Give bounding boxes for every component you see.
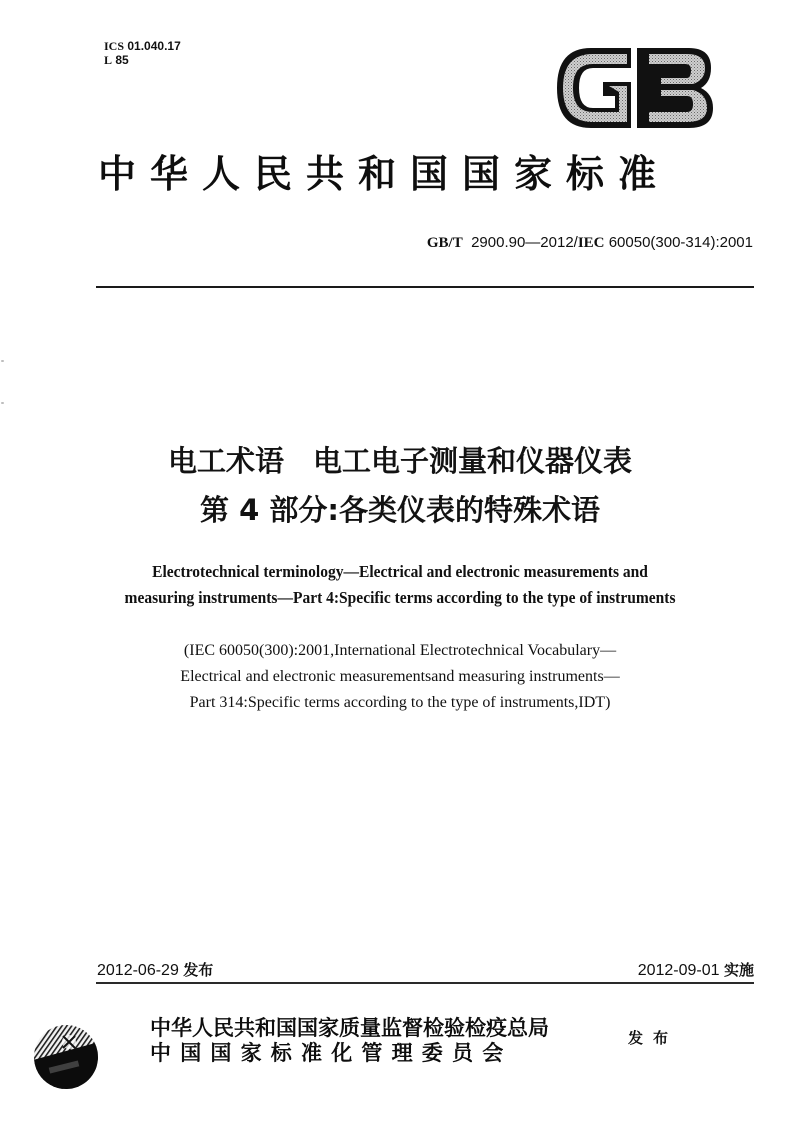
classification-codes: [104, 39, 181, 67]
standard-prefix: GB/T: [426, 235, 463, 251]
issue-date-label: 发布: [183, 961, 214, 979]
issue-date: [97, 960, 213, 981]
ccs-code: 85: [115, 53, 129, 67]
title-en-line2: measuring instruments—Part 4:Specific terms according to the type of instruments: [124, 588, 676, 607]
publish-label: 发布: [628, 1029, 679, 1047]
standard-code: 2900.90—2012/: [471, 234, 578, 251]
effective-date: [638, 960, 754, 981]
bottom-divider: [96, 982, 754, 984]
iec-equivalence-line3: Part 314:Specific terms according to the type of instruments,IDT): [189, 694, 611, 711]
issue-date-value: 2012-06-29: [97, 962, 179, 979]
effective-date-value: 2012-09-01: [637, 962, 720, 979]
iec-prefix: IEC: [577, 235, 605, 251]
ics-line: [104, 39, 181, 53]
iec-code: 60050(300-314):2001: [608, 234, 753, 251]
ccs-line: [104, 53, 181, 67]
title-en-line1: Electrotechnical terminology—Electrical and electronic measurements and: [152, 562, 648, 581]
national-standard-title: 中华人民共和国国家标准: [98, 151, 671, 196]
title-cn-line1: 电工术语 电工电子测量和仪器仪表: [167, 444, 632, 478]
ics-label: ICS: [104, 39, 125, 53]
anti-counterfeit-seal-icon: [33, 1024, 99, 1090]
effective-date-label: 实施: [723, 961, 754, 979]
standard-number: [427, 234, 753, 252]
gb-logo-icon: [553, 46, 715, 130]
issuer-aqsiq: 中华人民共和国国家质量监督检验检疫总局: [150, 1015, 549, 1040]
iec-equivalence-line2: Electrical and electronic measurementsand measuring instruments—: [180, 668, 620, 685]
scan-speck: [1, 360, 4, 362]
scan-speck: [1, 402, 4, 404]
title-cn-line2: 第 4 部分:各类仪表的特殊术语: [200, 493, 600, 527]
top-divider: [96, 286, 754, 288]
issuer-sac: 中国国家标准化管理委员会: [150, 1040, 513, 1065]
ccs-label: L: [104, 53, 113, 67]
ics-code: 01.040.17: [127, 39, 181, 53]
iec-equivalence-line1: (IEC 60050(300):2001,International Electrotechnical Vocabulary—: [183, 642, 617, 659]
